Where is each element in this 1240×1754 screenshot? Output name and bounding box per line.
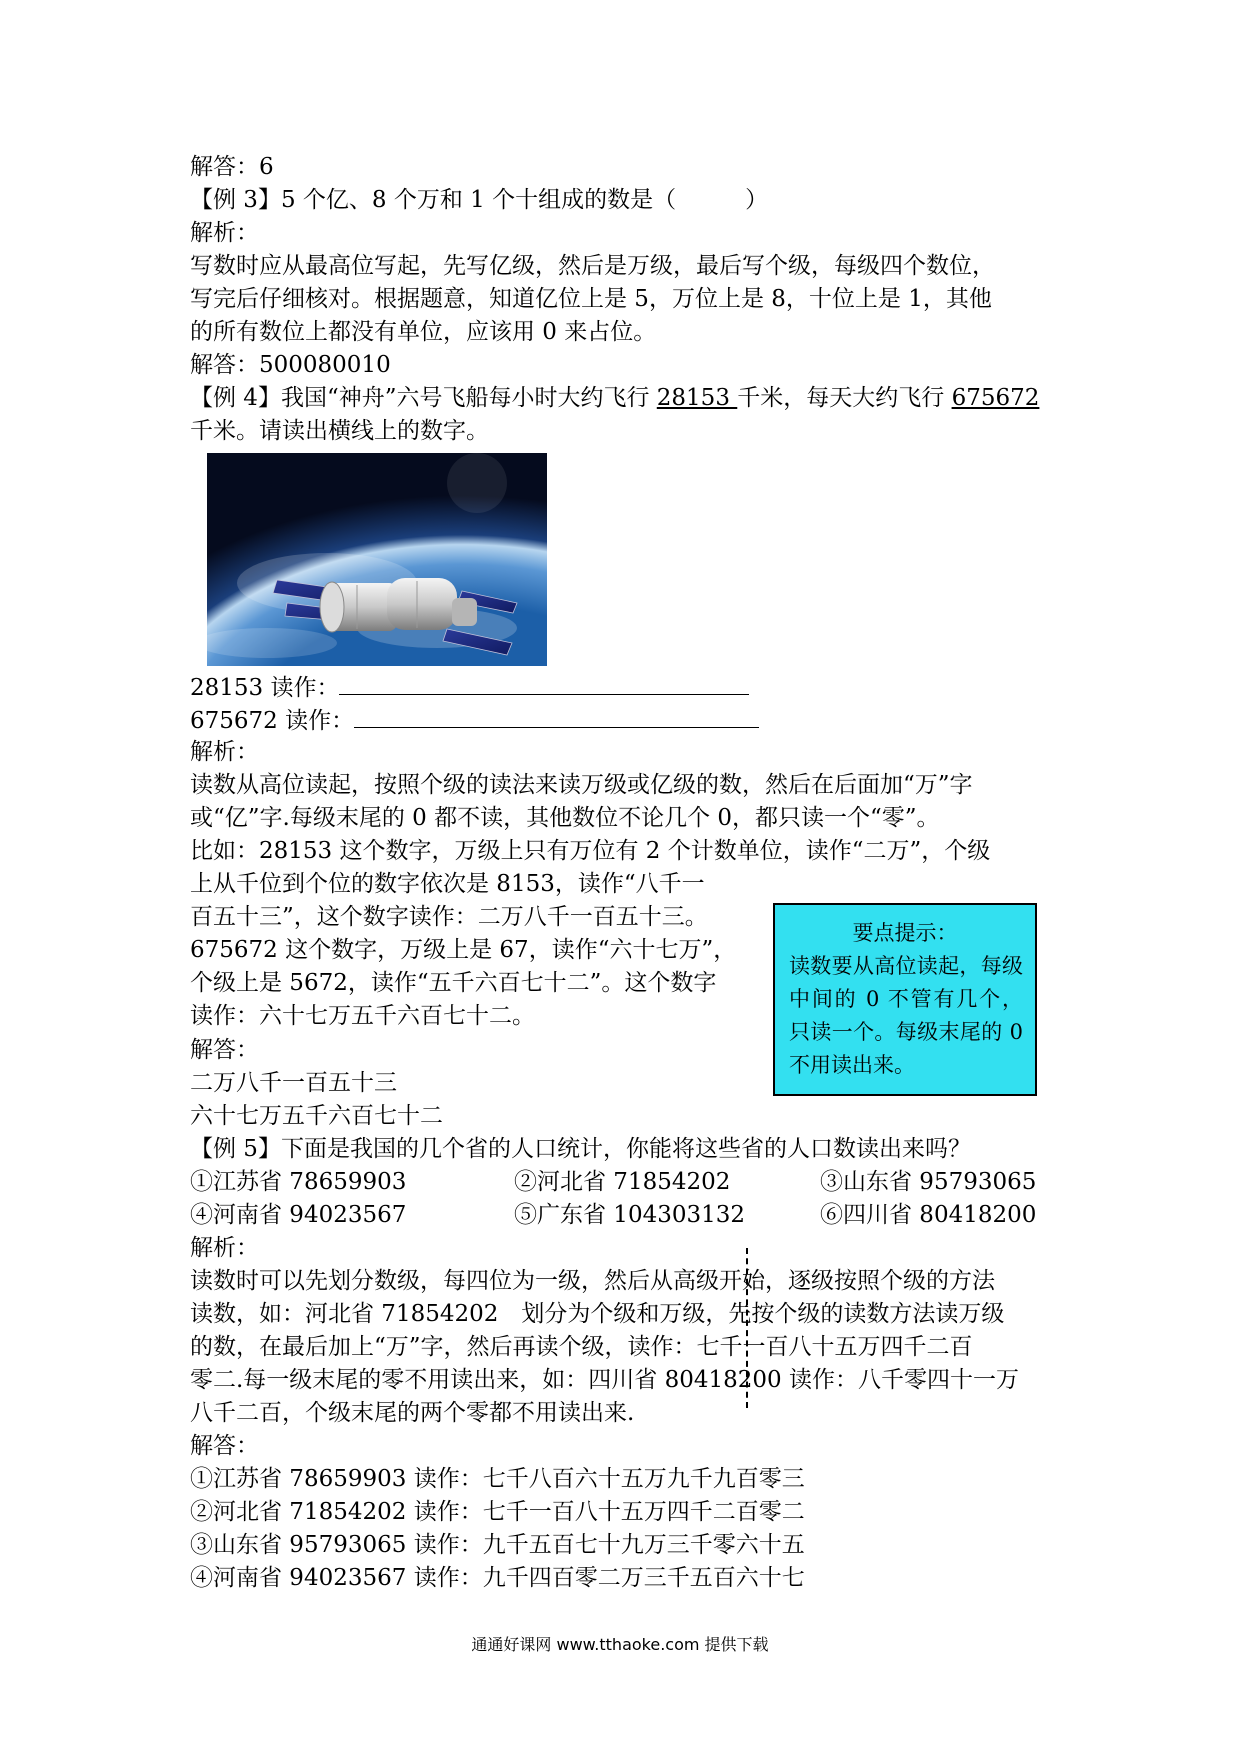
answer-line: 解答：6 bbox=[190, 154, 274, 180]
analysis-text: 675672 这个数字，万级上是 67，读作“六十七万”， bbox=[190, 937, 737, 963]
answer-line: ①江苏省 78659903 读作：七千八百六十五万九千九百零三 bbox=[190, 1466, 805, 1492]
question-text: 【例 4】我国“神舟”六号飞船每小时大约飞行 bbox=[190, 385, 657, 411]
province-item: ③山东省 95793065 bbox=[820, 1169, 1037, 1195]
analysis-text: 读作：六十七万五千六百七十二。 bbox=[190, 1003, 535, 1029]
page-footer: 通通好课网 www.tthaoke.com 提供下载 bbox=[471, 1635, 769, 1654]
key-point-tip-box bbox=[773, 903, 1037, 1096]
example-4-question bbox=[190, 382, 1039, 415]
province-item: ④河南省 94023567 bbox=[190, 1202, 407, 1228]
analysis-text: 的数，在最后加上“万”字，然后再读个级，读作：七千一百八十五万四千二百 bbox=[190, 1334, 973, 1360]
analysis-text: 读数时可以先划分数级，每四位为一级，然后从高级开始，逐级按照个级的方法 bbox=[190, 1268, 995, 1294]
reading-row-1 bbox=[190, 670, 749, 705]
spacecraft-image bbox=[207, 453, 547, 666]
analysis-text: 的所有数位上都没有单位，应该用 0 来占位。 bbox=[190, 319, 657, 345]
analysis-text: 比如：28153 这个数字，万级上只有万位有 2 个计数单位，读作“二万”，个级 bbox=[190, 838, 991, 864]
answer-line: ④河南省 94023567 读作：九千四百零二万三千五百六十七 bbox=[190, 1565, 805, 1591]
answer-blank[interactable] bbox=[354, 703, 759, 728]
analysis-label: 解析： bbox=[190, 1235, 259, 1261]
analysis-label: 解析： bbox=[190, 220, 259, 246]
province-item: ⑤广东省 104303132 bbox=[514, 1202, 746, 1228]
underlined-number: 675672 bbox=[951, 385, 1040, 411]
province-item: ②河北省 71854202 bbox=[514, 1169, 731, 1195]
answer-line: 二万八千一百五十三 bbox=[190, 1070, 397, 1096]
question-text: 千米，每天大约飞行 bbox=[737, 385, 952, 411]
digit-group-divider bbox=[746, 1248, 748, 1408]
tip-body: 读数要从高位读起，每级中间的 0 不管有几个，只读一个。每级末尾的 0 不用读出来。 bbox=[789, 954, 1023, 1077]
reading-label: 28153 读作： bbox=[190, 675, 340, 701]
analysis-text: 百五十三”，这个数字读作：二万八千一百五十三。 bbox=[190, 904, 708, 930]
answer-blank[interactable] bbox=[339, 670, 749, 695]
analysis-text: 八千二百，个级末尾的两个零都不用读出来. bbox=[190, 1400, 635, 1426]
underlined-number: 28153 bbox=[656, 385, 738, 411]
answer-line: ②河北省 71854202 读作：七千一百八十五万四千二百零二 bbox=[190, 1499, 805, 1525]
answer-label: 解答： bbox=[190, 1037, 259, 1063]
example-3-question: 【例 3】5 个亿、8 个万和 1 个十组成的数是（ ） bbox=[190, 187, 769, 213]
analysis-text: 个级上是 5672，读作“五千六百七十二”。这个数字 bbox=[190, 970, 717, 996]
answer-line: 解答：500080010 bbox=[190, 352, 391, 378]
answer-label: 解答： bbox=[190, 1433, 259, 1459]
analysis-text: 或“亿”字.每级末尾的 0 都不读，其他数位不论几个 0，都只读一个“零”。 bbox=[190, 805, 940, 831]
reading-row-2 bbox=[190, 703, 759, 738]
tip-title: 要点提示： bbox=[852, 921, 958, 945]
province-item: ⑥四川省 80418200 bbox=[820, 1202, 1037, 1228]
answer-line: 六十七万五千六百七十二 bbox=[190, 1103, 443, 1129]
answer-line: ③山东省 95793065 读作：九千五百七十九万三千零六十五 bbox=[190, 1532, 805, 1558]
analysis-text: 写数时应从最高位写起，先写亿级，然后是万级，最后写个级，每级四个数位， bbox=[190, 253, 995, 279]
province-item: ①江苏省 78659903 bbox=[190, 1169, 407, 1195]
example-5-question: 【例 5】下面是我国的几个省的人口统计，你能将这些省的人口数读出来吗？ bbox=[190, 1136, 971, 1162]
analysis-text: 零二.每一级末尾的零不用读出来，如：四川省 80418200 读作：八千零四十一万 bbox=[190, 1367, 1019, 1393]
analysis-text: 上从千位到个位的数字依次是 8153，读作“八千一 bbox=[190, 871, 705, 897]
analysis-text: 读数从高位读起，按照个级的读法来读万级或亿级的数，然后在后面加“万”字 bbox=[190, 772, 973, 798]
example-4-question-cont: 千米。请读出横线上的数字。 bbox=[190, 418, 489, 444]
analysis-label: 解析： bbox=[190, 739, 259, 765]
analysis-text: 写完后仔细核对。根据题意，知道亿位上是 5，万位上是 8，十位上是 1，其他 bbox=[190, 286, 992, 312]
analysis-text: 读数，如：河北省 71854202 划分为个级和万级，先按个级的读数方法读万级 bbox=[190, 1301, 1005, 1327]
reading-label: 675672 读作： bbox=[190, 708, 355, 734]
